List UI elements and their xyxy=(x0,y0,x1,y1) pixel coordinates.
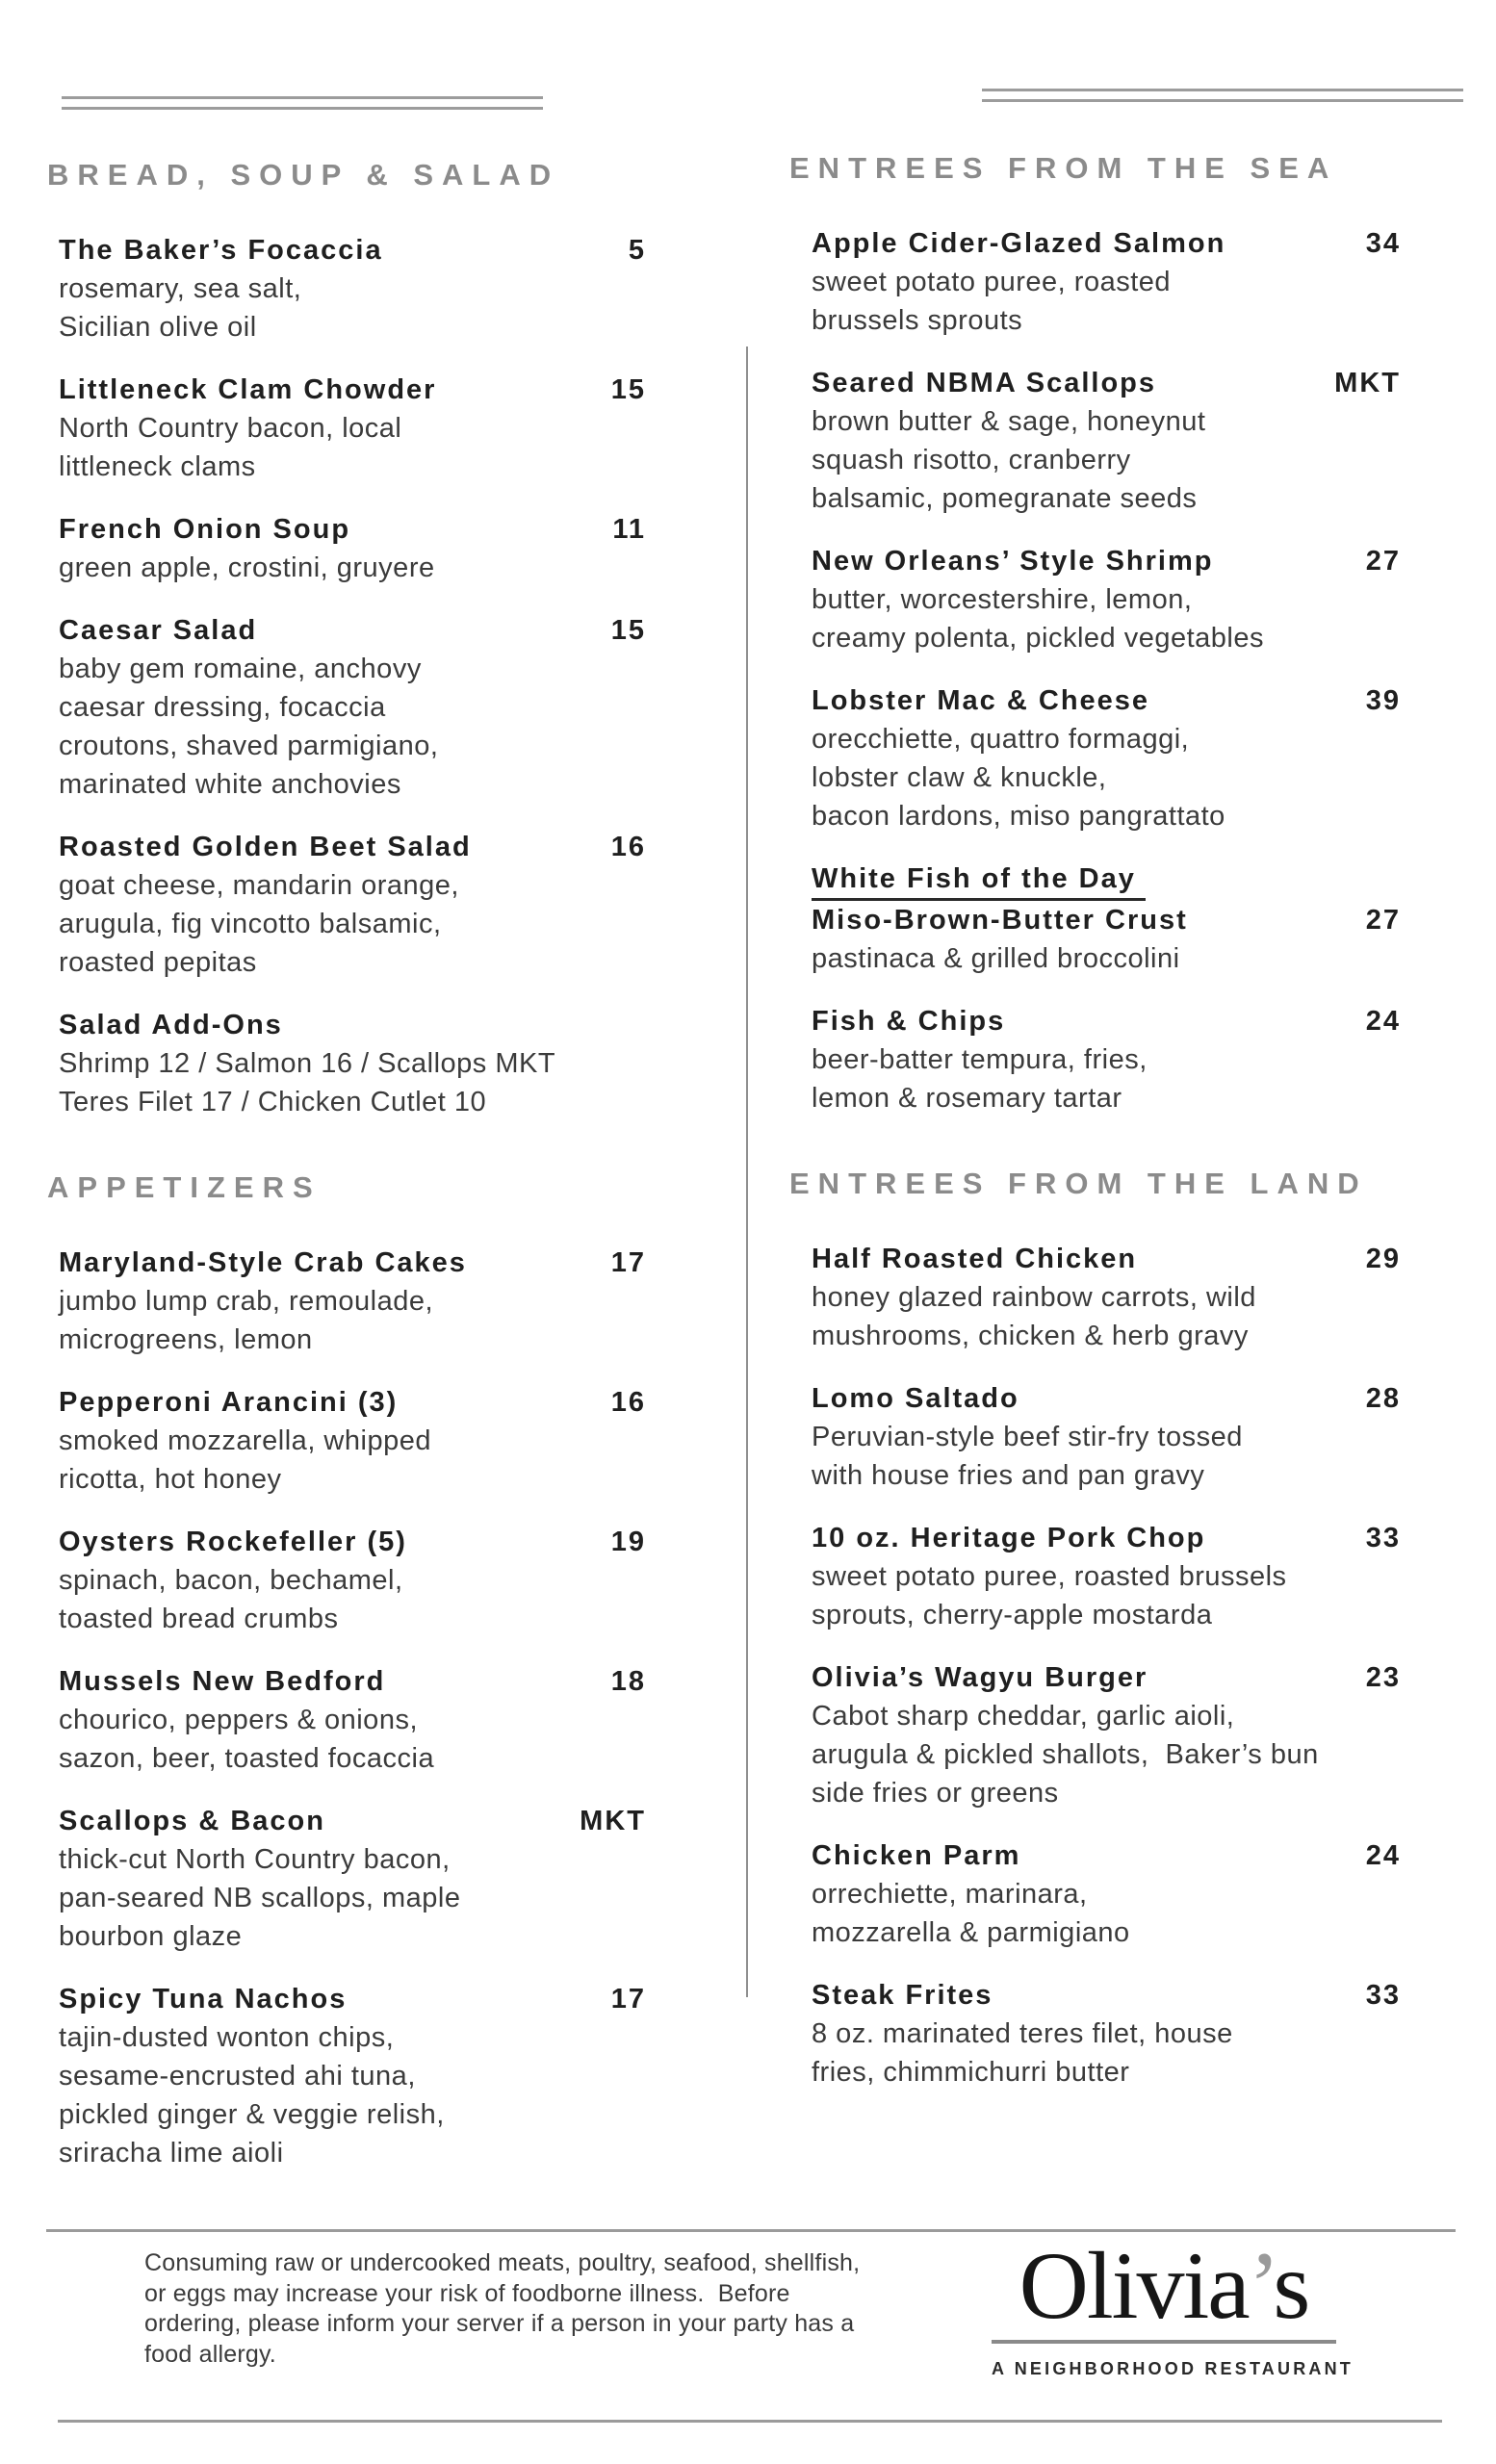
item-row xyxy=(812,681,1401,720)
item-row xyxy=(59,1662,646,1701)
logo-tagline: A NEIGHBORHOOD RESTAURANT xyxy=(992,2359,1354,2378)
item-description-line: 8 oz. marinated teres filet, house xyxy=(812,2018,1233,2049)
item-row xyxy=(812,1002,1401,1040)
item-description-line: littleneck clams xyxy=(59,451,256,482)
item-name: Caesar Salad xyxy=(59,615,258,646)
item-row xyxy=(812,1976,1401,2015)
item-row xyxy=(59,1383,646,1422)
item-description-line: spinach, bacon, bechamel, xyxy=(59,1565,403,1596)
item-description-line: chourico, peppers & onions, xyxy=(59,1705,418,1735)
item-description-line: rosemary, sea salt, xyxy=(59,273,302,304)
item-name: The Baker’s Focaccia xyxy=(59,235,383,266)
item-row xyxy=(59,1802,646,1840)
item-description-line: lemon & rosemary tartar xyxy=(812,1083,1122,1114)
item-price: 15 xyxy=(610,374,646,405)
item-description-line: creamy polenta, pickled vegetables xyxy=(812,623,1264,654)
item-description-line: fries, chimmichurri butter xyxy=(812,2057,1130,2088)
menu-section xyxy=(789,149,1401,1117)
item-description-line: goat cheese, mandarin orange, xyxy=(59,870,459,901)
section-title: ENTREES FROM THE LAND xyxy=(789,1167,1368,1200)
item-row xyxy=(812,224,1401,263)
item-name: Steak Frites xyxy=(812,1980,993,2011)
item-description-line: roasted pepitas xyxy=(59,947,257,978)
item-price: MKT xyxy=(1334,368,1401,398)
item-price: 23 xyxy=(1365,1662,1401,1693)
item-name: Seared NBMA Scallops xyxy=(812,368,1157,398)
logo-wordmark xyxy=(992,2232,1336,2339)
item-price: 19 xyxy=(610,1527,646,1557)
item-row xyxy=(812,901,1401,939)
item-name: Lomo Saltado xyxy=(812,1383,1019,1414)
item-description-line: Peruvian-style beef stir-fry tossed xyxy=(812,1422,1243,1452)
item-description-line: beer-batter tempura, fries, xyxy=(812,1044,1148,1075)
item-name: Lobster Mac & Cheese xyxy=(812,685,1150,716)
item-price: 16 xyxy=(610,1387,646,1418)
item-overline-text: White Fish of the Day xyxy=(812,860,1146,901)
item-description-line: pastinaca & grilled broccolini xyxy=(812,943,1180,974)
disclaimer-line: or eggs may increase your risk of foodborne illness. Before xyxy=(144,2279,790,2307)
item-price: 39 xyxy=(1365,685,1401,716)
item-name: Scallops & Bacon xyxy=(59,1806,325,1836)
item-row xyxy=(59,828,646,866)
allergy-disclaimer xyxy=(144,2248,972,2370)
menu-item xyxy=(812,364,1401,518)
item-description-line: green apple, crostini, gruyere xyxy=(59,552,435,583)
item-row xyxy=(59,1244,646,1282)
item-price: 15 xyxy=(610,615,646,646)
item-price: 33 xyxy=(1365,1980,1401,2011)
item-name: New Orleans’ Style Shrimp xyxy=(812,546,1214,577)
item-name: Half Roasted Chicken xyxy=(812,1244,1138,1274)
item-description-line: brown butter & sage, honeynut xyxy=(812,406,1206,437)
item-description-line: toasted bread crumbs xyxy=(59,1604,339,1634)
footer-bottom-rule xyxy=(58,2420,1442,2423)
item-price: 27 xyxy=(1365,546,1401,577)
item-description-line: side fries or greens xyxy=(812,1778,1059,1809)
item-price: 5 xyxy=(628,235,646,266)
section-title: APPETIZERS xyxy=(47,1170,322,1204)
item-description-line: orecchiette, quattro formaggi, xyxy=(812,724,1190,755)
item-description-line: pickled ginger & veggie relish, xyxy=(59,2099,445,2130)
item-price: 24 xyxy=(1365,1006,1401,1037)
section-title: BREAD, SOUP & SALAD xyxy=(47,158,560,192)
item-price: 24 xyxy=(1365,1840,1401,1871)
item-description-line: Cabot sharp cheddar, garlic aioli, xyxy=(812,1701,1235,1732)
item-price: 11 xyxy=(612,514,646,545)
menu-item xyxy=(59,231,646,346)
item-description-line: sriracha lime aioli xyxy=(59,2138,284,2169)
item-description-line: microgreens, lemon xyxy=(59,1324,313,1355)
menu-item xyxy=(59,1802,646,1956)
item-price: 16 xyxy=(610,832,646,862)
menu-item xyxy=(59,611,646,804)
item-name: Spicy Tuna Nachos xyxy=(59,1984,348,2015)
item-description-line: arugula & pickled shallots, Baker’s bun xyxy=(812,1739,1319,1770)
item-description-line: smoked mozzarella, whipped xyxy=(59,1425,431,1456)
section-title: ENTREES FROM THE SEA xyxy=(789,151,1338,185)
menu-item xyxy=(59,371,646,486)
item-name: Pepperoni Arancini (3) xyxy=(59,1387,399,1418)
menu-item xyxy=(59,510,646,587)
item-price: 34 xyxy=(1365,228,1401,259)
restaurant-logo xyxy=(992,2232,1354,2379)
item-price: 28 xyxy=(1365,1383,1401,1414)
menu-item xyxy=(812,542,1401,657)
item-description-line: orrechiette, marinara, xyxy=(812,1879,1088,1910)
item-row xyxy=(812,1379,1401,1418)
disclaimer-line: food allergy. xyxy=(144,2340,276,2368)
item-price: 18 xyxy=(610,1666,646,1697)
item-description-line: Sicilian olive oil xyxy=(59,312,257,343)
menu-item xyxy=(812,1658,1401,1812)
item-description-line: bacon lardons, miso pangrattato xyxy=(812,801,1225,832)
item-row xyxy=(812,542,1401,580)
menu-item xyxy=(59,828,646,982)
item-name: Olivia’s Wagyu Burger xyxy=(812,1662,1148,1693)
item-name: Littleneck Clam Chowder xyxy=(59,374,437,405)
item-description-line: pan-seared NB scallops, maple xyxy=(59,1883,461,1913)
item-description-line: ricotta, hot honey xyxy=(59,1464,282,1495)
item-row xyxy=(812,364,1401,402)
logo-apostrophe: ’ xyxy=(1248,2232,1274,2339)
column-right xyxy=(789,149,1401,2116)
item-description-line: North Country bacon, local xyxy=(59,413,402,444)
item-description-line: balsamic, pomegranate seeds xyxy=(812,483,1198,514)
item-description-line: sprouts, cherry-apple mostarda xyxy=(812,1600,1213,1630)
logo-name-text: Olivia xyxy=(1019,2232,1249,2339)
item-description-line: jumbo lump crab, remoulade, xyxy=(59,1286,434,1317)
item-description-line: with house fries and pan gravy xyxy=(812,1460,1205,1491)
menu-item xyxy=(812,860,1401,978)
item-overline-heading xyxy=(812,860,1401,901)
item-row xyxy=(812,1836,1401,1875)
item-description-line: lobster claw & knuckle, xyxy=(812,762,1107,793)
item-description-line: thick-cut North Country bacon, xyxy=(59,1844,451,1875)
menu-item xyxy=(812,1836,1401,1952)
item-name: Chicken Parm xyxy=(812,1840,1021,1871)
item-row xyxy=(812,1240,1401,1278)
item-description-line: butter, worcestershire, lemon, xyxy=(812,584,1193,615)
item-price: 33 xyxy=(1365,1523,1401,1553)
item-description-line: sweet potato puree, roasted brussels xyxy=(812,1561,1287,1592)
disclaimer-line: ordering, please inform your server if a person in your party has a xyxy=(144,2310,855,2337)
menu-item xyxy=(812,1519,1401,1634)
item-description-line: sweet potato puree, roasted xyxy=(812,267,1172,297)
menu-item xyxy=(59,1006,646,1121)
item-description-line: caesar dressing, focaccia xyxy=(59,692,386,723)
item-row xyxy=(59,1980,646,2018)
menu-item xyxy=(59,1980,646,2172)
menu-item xyxy=(812,1240,1401,1355)
item-row xyxy=(59,231,646,270)
item-name: French Onion Soup xyxy=(59,514,351,545)
item-row xyxy=(59,1006,646,1044)
item-description-line: baby gem romaine, anchovy xyxy=(59,654,422,684)
item-row xyxy=(59,371,646,409)
menu-item xyxy=(59,1662,646,1778)
menu-item xyxy=(59,1244,646,1359)
item-name: Salad Add-Ons xyxy=(59,1010,283,1040)
item-description-line: squash risotto, cranberry xyxy=(812,445,1131,475)
item-description-line: croutons, shaved parmigiano, xyxy=(59,731,439,761)
item-description-line: Shrimp 12 / Salmon 16 / Scallops MKT xyxy=(59,1048,556,1079)
logo-underline-rule xyxy=(992,2340,1336,2344)
item-name: 10 oz. Heritage Pork Chop xyxy=(812,1523,1206,1553)
item-description-line: bourbon glaze xyxy=(59,1921,243,1952)
column-left xyxy=(47,156,646,2196)
item-description-line: brussels sprouts xyxy=(812,305,1023,336)
item-row xyxy=(812,1658,1401,1697)
menu-section xyxy=(789,1165,1401,2092)
item-name: Mussels New Bedford xyxy=(59,1666,386,1697)
item-name: Oysters Rockefeller (5) xyxy=(59,1527,407,1557)
item-name: Maryland-Style Crab Cakes xyxy=(59,1247,467,1278)
item-description-line: sazon, beer, toasted focaccia xyxy=(59,1743,435,1774)
item-description-line: sesame-encrusted ahi tuna, xyxy=(59,2061,416,2092)
item-price: 17 xyxy=(610,1247,646,1278)
menu-item xyxy=(812,1002,1401,1117)
disclaimer-line: Consuming raw or undercooked meats, poultry, seafood, shellfish, xyxy=(144,2249,861,2276)
menu-item xyxy=(812,224,1401,340)
item-row xyxy=(812,1519,1401,1557)
item-price: MKT xyxy=(580,1806,646,1836)
item-name: Roasted Golden Beet Salad xyxy=(59,832,472,862)
item-name: Miso-Brown-Butter Crust xyxy=(812,905,1188,936)
item-price: 27 xyxy=(1365,905,1401,936)
item-row xyxy=(59,1523,646,1561)
menu-item xyxy=(812,1379,1401,1495)
item-row xyxy=(59,611,646,650)
item-description-line: mushrooms, chicken & herb gravy xyxy=(812,1321,1249,1351)
item-price: 17 xyxy=(610,1984,646,2015)
item-description-line: tajin-dusted wonton chips, xyxy=(59,2022,395,2053)
menu-item xyxy=(59,1383,646,1499)
item-name: Apple Cider-Glazed Salmon xyxy=(812,228,1226,259)
menu-item xyxy=(812,681,1401,835)
item-description-line: marinated white anchovies xyxy=(59,769,401,800)
menu-item xyxy=(812,1976,1401,2092)
item-description-line: honey glazed rainbow carrots, wild xyxy=(812,1282,1256,1313)
column-divider-line xyxy=(746,346,748,1997)
menu-item xyxy=(59,1523,646,1638)
top-right-double-rule xyxy=(982,89,1463,102)
item-description-line: mozzarella & parmigiano xyxy=(812,1917,1130,1948)
item-price: 29 xyxy=(1365,1244,1401,1274)
top-left-double-rule xyxy=(62,96,543,110)
menu-section xyxy=(47,1168,646,2172)
logo-name-suffix: s xyxy=(1273,2232,1309,2339)
item-row xyxy=(59,510,646,549)
item-description-line: Teres Filet 17 / Chicken Cutlet 10 xyxy=(59,1087,487,1117)
item-description-line: arugula, fig vincotto balsamic, xyxy=(59,909,442,939)
item-name: Fish & Chips xyxy=(812,1006,1006,1037)
menu-section xyxy=(47,156,646,1121)
